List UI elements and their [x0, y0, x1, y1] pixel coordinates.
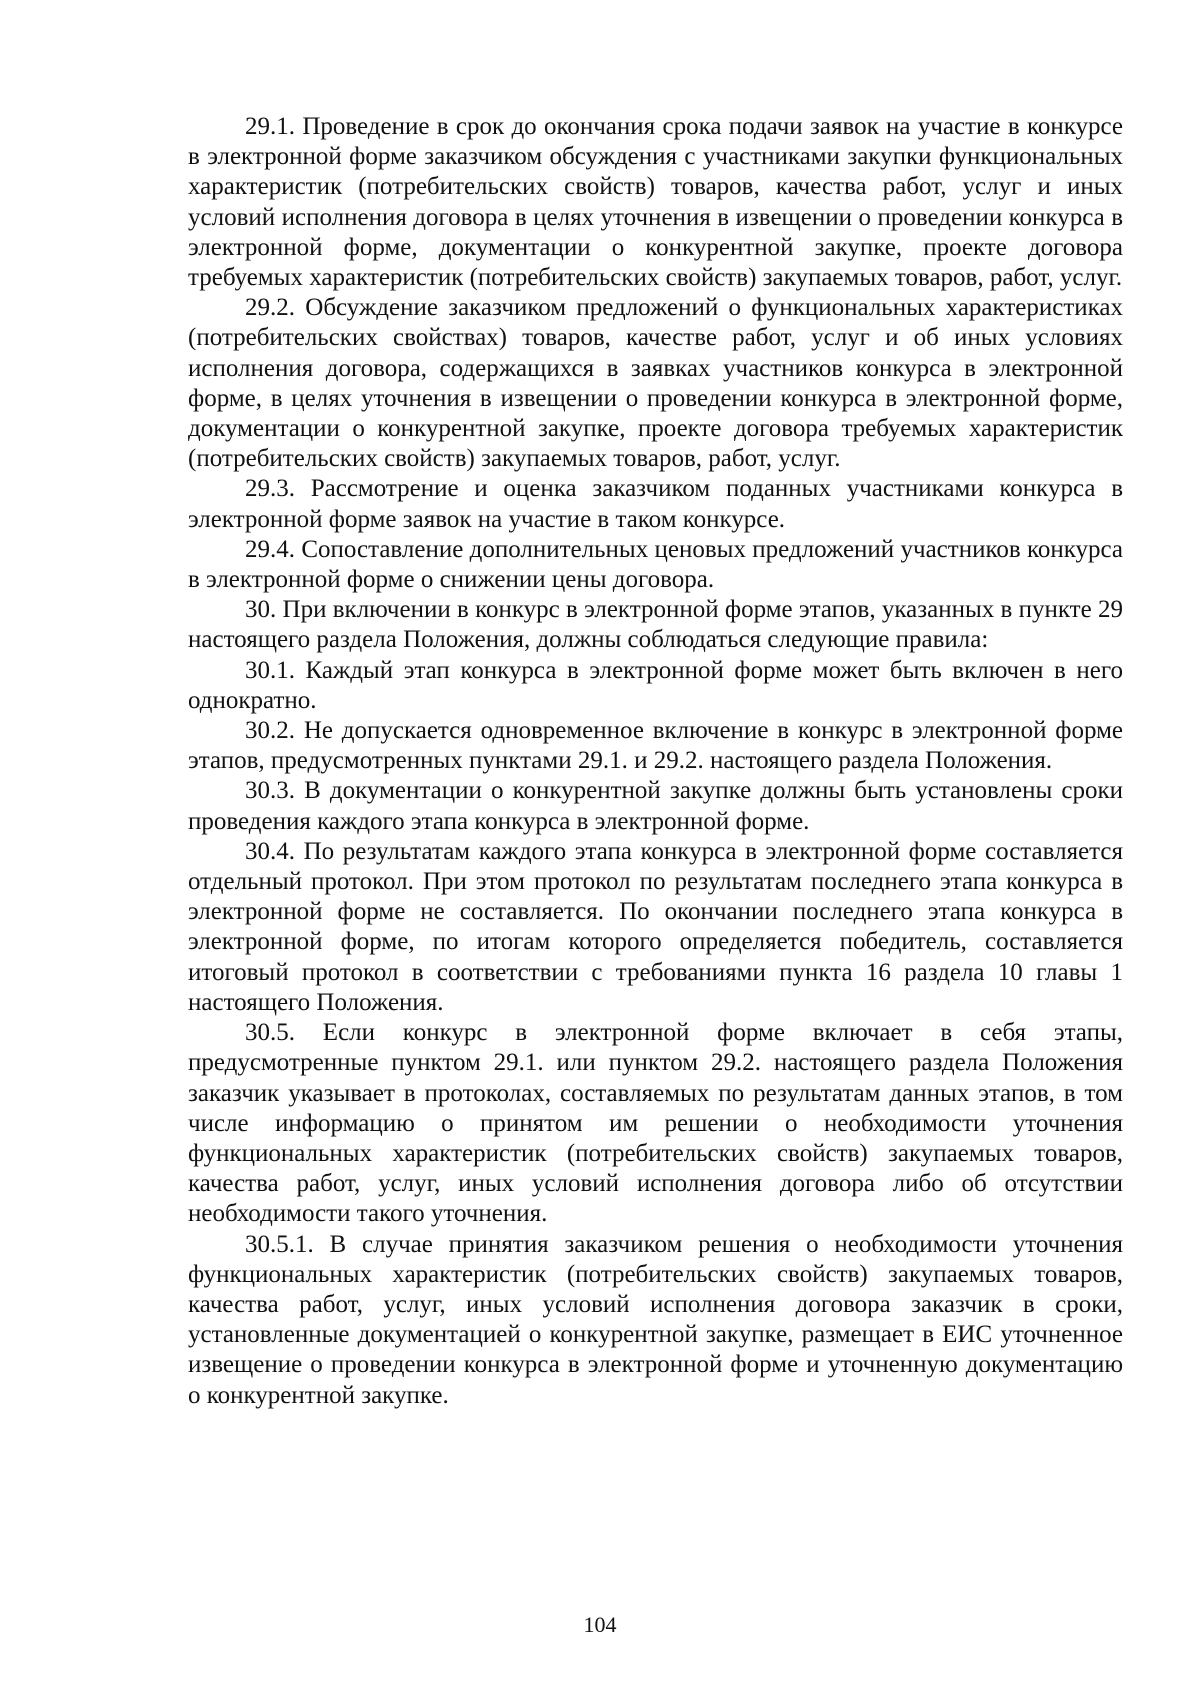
document-body [188, 112, 1123, 1411]
paragraph-29-4: 29.4. Сопоставление дополнительных ценовых предложений участников конкурса в электронной форме о снижении цены договора. [188, 535, 1123, 594]
paragraph-30-5-1: 30.5.1. В случае принятия заказчиком решения о необходимости уточнения функциональных характеристик (потребительских свойств) закупаемых товаров, качества работ, услуг, иных условий исполнения договора заказчик в сроки, установленные документацией о конкурентной закупке, размещает в ЕИС уточненное извещение о проведении конкурса в электронной форме и уточненную документацию о конкурентной закупке. [188, 1230, 1123, 1409]
paragraph-29-1: 29.1. Проведение в срок до окончания срока подачи заявок на участие в конкурсе в электронной форме заказчиком обсуждения с участниками закупки функциональных характеристик (потребительских свойств) товаров, качества работ, услуг и иных условий исполнения договора в целях уточнения в извещении о проведении конкурса в электронной форме, документации о конкурентной закупке, проекте договора требуемых характеристик (потребительских свойств) закупаемых товаров, работ, услуг. [188, 113, 1123, 292]
page-number: 104 [583, 1612, 617, 1637]
paragraph-30-3: 30.3. В документации о конкурентной закупке должны быть установлены сроки проведения каждого этапа конкурса в электронной форме. [188, 777, 1123, 835]
paragraph-29-3: 29.3. Рассмотрение и оценка заказчиком поданных участниками конкурса в электронной форме заявок на участие в таком конкурсе. [188, 475, 1123, 533]
paragraph-30-5: 30.5. Если конкурс в электронной форме включает в себя этапы, предусмотренные пунктом 29.1. или пунктом 29.2. настоящего раздела Положения заказчик указывает в протоколах, составляемых по результатам данных этапов, в том числе информацию о принятом им решении о необходимости уточнения функциональных характеристик (потребительских свойств) закупаемых товаров, качества работ, услуг, иных условий исполнения договора либо об отсутствии необходимости такого уточнения. [188, 1019, 1123, 1228]
paragraph-29-2: 29.2. Обсуждение заказчиком предложений о функциональных характеристиках (потребительских свойствах) товаров, качестве работ, услуг и об иных условиях исполнения договора, содержащихся в заявках участников конкурса в электронной форме, в целях уточнения в извещении о проведении конкурса в электронной форме, документации о конкурентной закупке, проекте договора требуемых характеристик (потребительских свойств) закупаемых товаров, работ, услуг. [188, 294, 1123, 473]
paragraph-30: 30. При включении в конкурс в электронной форме этапов, указанных в пункте 29 настоящего раздела Положения, должны соблюдаться следующие правила: [188, 596, 1123, 654]
paragraph-30-4: 30.4. По результатам каждого этапа конкурса в электронной форме составляется отдельный протокол. При этом протокол по результатам последнего этапа конкурса в электронной форме не составляется. По окончании последнего этапа конкурса в электронной форме, по итогам которого определяется победитель, составляется итоговый протокол в соответствии с требованиями пункта 16 раздела 10 главы 1 настоящего Положения. [188, 837, 1123, 1016]
paragraph-30-2: 30.2. Не допускается одновременное включение в конкурс в электронной форме этапов, предусмотренных пунктами 29.1. и 29.2. настоящего раздела Положения. [188, 717, 1123, 775]
paragraph-30-1: 30.1. Каждый этап конкурса в электронной форме может быть включен в него однократно. [188, 656, 1123, 714]
